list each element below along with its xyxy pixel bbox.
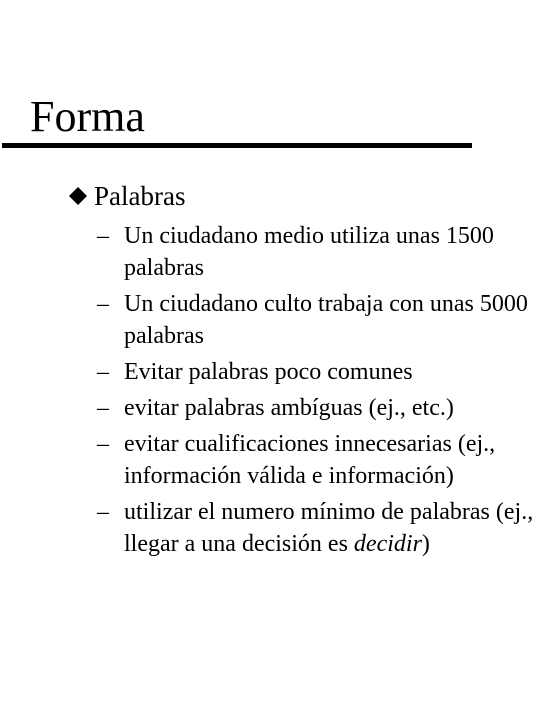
dash-marker: – [97, 395, 109, 421]
list-item [97, 392, 537, 424]
list-item-text-lead: utilizar el numero mínimo de palabras (ej., llegar a una decisión es [124, 499, 534, 557]
list-item [97, 428, 537, 492]
dash-marker: – [97, 431, 109, 457]
sub-bullet-list [97, 220, 537, 564]
list-item [97, 220, 537, 284]
bullet-palabras [68, 176, 185, 216]
emphasized-word: decidir [353, 531, 422, 557]
list-item [97, 288, 537, 352]
list-item-text: evitar palabras ambíguas (ej., etc.) [124, 395, 454, 421]
bullet-label: Palabras [94, 181, 186, 211]
dash-marker: – [97, 499, 109, 525]
list-item-text: evitar cualificaciones innecesarias (ej., información válida e información) [124, 431, 496, 489]
list-item-text: Evitar palabras poco comunes [124, 359, 413, 385]
dash-marker: – [97, 223, 109, 249]
dash-marker: – [97, 291, 109, 317]
list-item [97, 496, 537, 560]
list-item-text [124, 496, 537, 560]
list-item-text: Un ciudadano culto trabaja con unas 5000 palabras [124, 291, 528, 349]
list-item-text-close: ) [421, 531, 430, 557]
dash-marker: – [97, 359, 109, 385]
title-underline [2, 143, 472, 148]
list-item [97, 356, 537, 388]
list-item-text: Un ciudadano medio utiliza unas 1500 palabras [124, 223, 494, 281]
diamond-bullet-icon [68, 186, 88, 206]
slide-title: Forma [30, 92, 145, 141]
